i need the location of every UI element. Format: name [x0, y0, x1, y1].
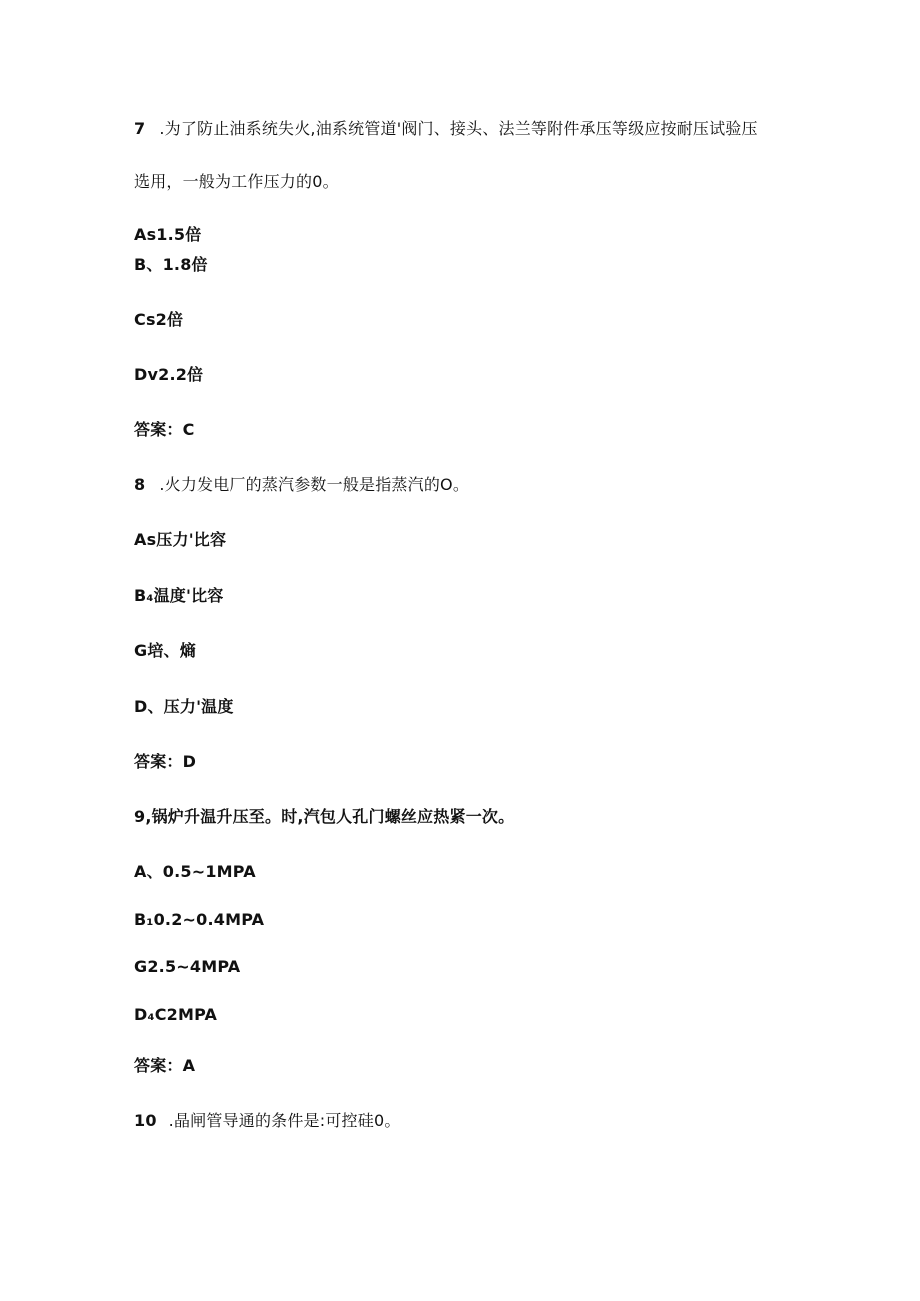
question-8-text: .火力发电厂的蒸汽参数一般是指蒸汽的O。 — [159, 475, 470, 494]
question-7-text-part2: 选用，一般为工作压力的0。 — [134, 172, 339, 191]
question-9-option-d: D₄C2MPA — [134, 1005, 218, 1024]
question-9-option-a: A、0.5~1MPA — [134, 862, 256, 881]
question-9-option-c: G2.5~4MPA — [134, 957, 241, 976]
question-7-answer: 答案：C — [134, 420, 195, 439]
question-7-option-d: Dv2.2倍 — [134, 365, 204, 384]
question-7-option-c: Cs2倍 — [134, 310, 184, 329]
question-9-text: 9,锅炉升温升压至。时,汽包人孔门螺丝应热紧一次。 — [134, 807, 515, 826]
question-8-option-d: D、压力'温度 — [134, 697, 234, 716]
question-9-answer: 答案：A — [134, 1056, 196, 1075]
question-8-option-a: As压力'比容 — [134, 530, 227, 549]
question-7-option-a: As1.5倍 — [134, 225, 202, 244]
question-8-number: 8 — [134, 475, 146, 494]
question-8-option-c: G培、熵 — [134, 641, 196, 660]
question-9-option-b: B₁0.2~0.4MPA — [134, 910, 265, 929]
question-7-option-b: B、1.8倍 — [134, 255, 208, 274]
question-7-line-1 — [134, 119, 758, 139]
question-8-option-b: B₄温度'比容 — [134, 586, 224, 605]
question-7-number: 7 — [134, 119, 146, 138]
question-10-line — [134, 1111, 401, 1131]
question-10-text: .晶闸管导通的条件是:可控硅0。 — [168, 1111, 401, 1130]
question-8-answer: 答案：D — [134, 752, 197, 771]
question-7-text-part1: .为了防止油系统失火,油系统管道'阀门、接头、法兰等附件承压等级应按耐压试验压 — [159, 119, 758, 138]
question-10-number: 10 — [134, 1111, 157, 1130]
question-8-line — [134, 475, 469, 495]
